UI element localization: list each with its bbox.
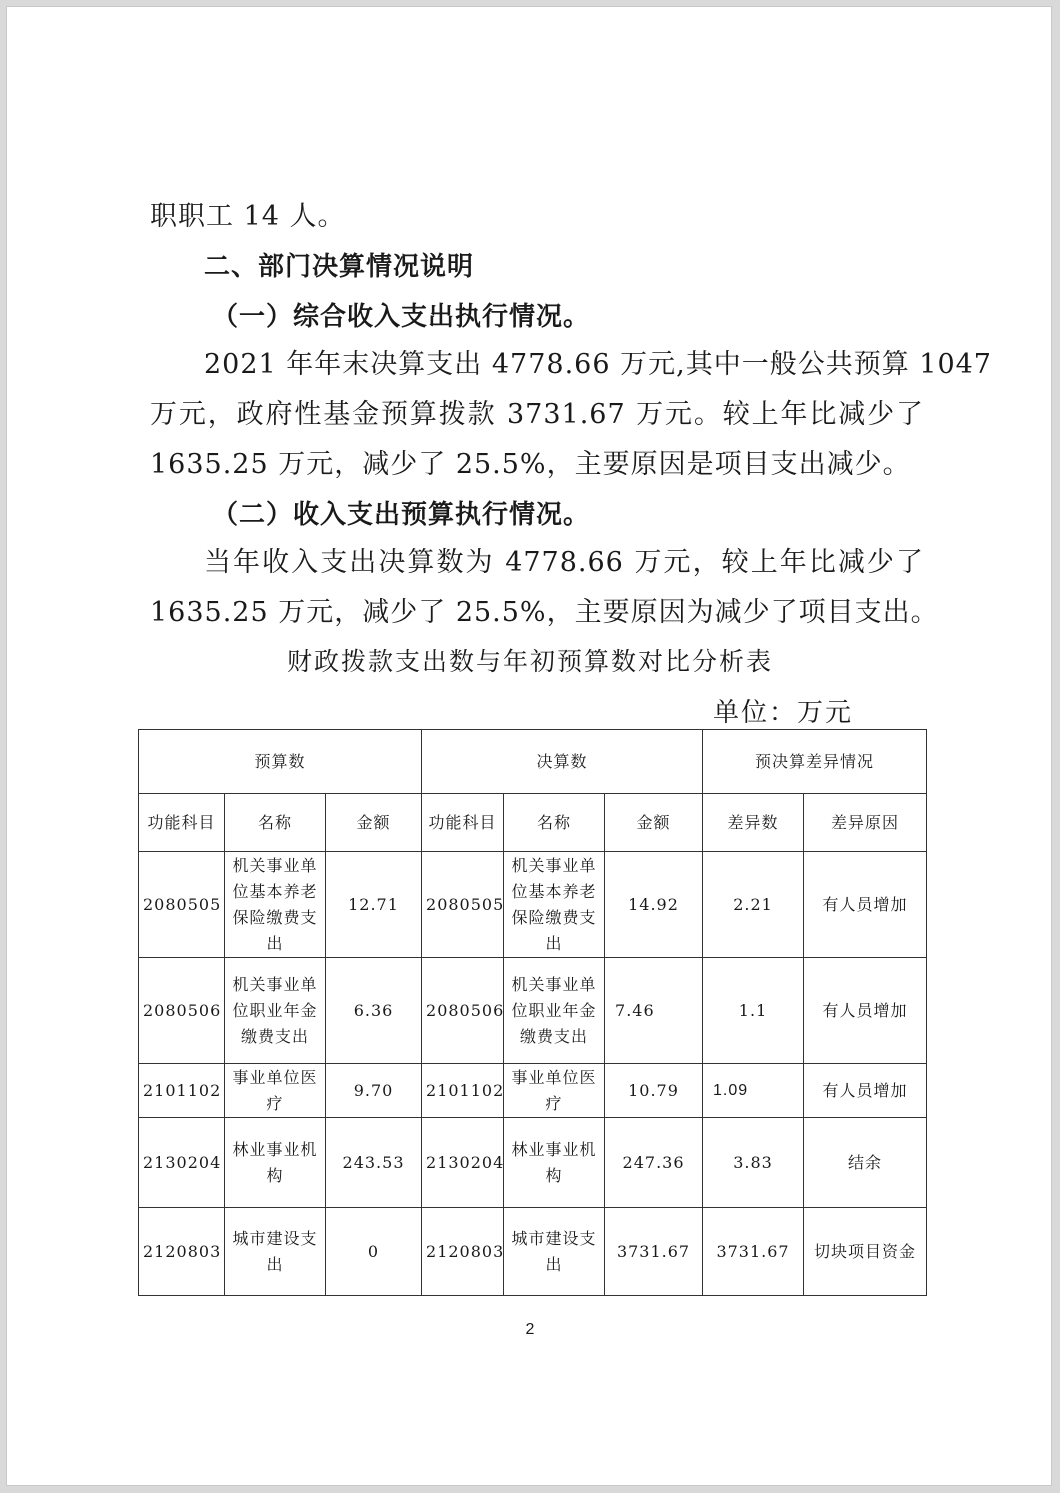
table-cell: 2080505: [139, 852, 225, 958]
paragraph-1-line-3: 1635.25 万元，减少了 25.5%，主要原因是项目支出减少。: [150, 449, 911, 480]
table-cell: 3.83: [703, 1118, 804, 1208]
table-cell: 2120803: [139, 1208, 225, 1296]
col-header: 差异数: [703, 794, 804, 852]
table-cell: 3731.67: [605, 1208, 703, 1296]
table-cell: 2130204: [422, 1118, 504, 1208]
col-header: 功能科目: [139, 794, 225, 852]
table-cell: 城市建设支出: [225, 1208, 326, 1296]
col-header: 名称: [225, 794, 326, 852]
table-unit: 单位：万元: [713, 698, 854, 728]
table-cell: 有人员增加: [804, 1064, 927, 1118]
paragraph-1-line-2: 万元，政府性基金预算拨款 3731.67 万元。较上年比减少了: [150, 399, 924, 430]
table-cell: 切块项目资金: [804, 1208, 927, 1296]
table-cell: 有人员增加: [804, 852, 927, 958]
table-cell: 2080505: [422, 852, 504, 958]
table-cell: 2101102: [422, 1064, 504, 1118]
table-cell: 10.79: [605, 1064, 703, 1118]
table-cell: 有人员增加: [804, 958, 927, 1064]
table-row: [139, 958, 927, 1064]
table-cell: 12.71: [326, 852, 422, 958]
table-cell: 机关事业单位基本养老保险缴费支出: [225, 852, 326, 958]
table-cell: 事业单位医疗: [225, 1064, 326, 1118]
page-number: 2: [525, 1321, 535, 1338]
table-cell: 机关事业单位职业年金缴费支出: [504, 958, 605, 1064]
paragraph-2-line-1: 当年收入支出决算数为 4778.66 万元，较上年比减少了: [204, 547, 924, 578]
table-cell: 1.1: [703, 958, 804, 1064]
table-cell: 1.09: [703, 1064, 804, 1118]
table-cell: 3731.67: [703, 1208, 804, 1296]
table-cell: 247.36: [605, 1118, 703, 1208]
subsection-heading-1: （一）综合收入支出执行情况。: [212, 302, 591, 332]
table-cell: 林业事业机构: [225, 1118, 326, 1208]
table-cell: 结余: [804, 1118, 927, 1208]
group-header-final: 决算数: [422, 730, 703, 794]
table-cell: 2101102: [139, 1064, 225, 1118]
table-row: [139, 1064, 927, 1118]
table-cell: 林业事业机构: [504, 1118, 605, 1208]
col-header: 金额: [605, 794, 703, 852]
table-cell: 0: [326, 1208, 422, 1296]
table-cell: 2.21: [703, 852, 804, 958]
table-row: [139, 1208, 927, 1296]
section-heading: 二、部门决算情况说明: [204, 252, 475, 282]
table-cell: 城市建设支出: [504, 1208, 605, 1296]
table-cell: 2130204: [139, 1118, 225, 1208]
table-cell: 2080506: [422, 958, 504, 1064]
column-header-row: [139, 794, 927, 852]
table-row: [139, 1118, 927, 1208]
text-line-staff: 职职工 14 人。: [150, 201, 346, 232]
col-header: 差异原因: [804, 794, 927, 852]
table-cell: 243.53: [326, 1118, 422, 1208]
table-cell: 机关事业单位职业年金缴费支出: [225, 958, 326, 1064]
group-header-row: [139, 730, 927, 794]
comparison-table: [138, 729, 927, 1296]
col-header: 功能科目: [422, 794, 504, 852]
table-cell: 14.92: [605, 852, 703, 958]
table-cell: 2120803: [422, 1208, 504, 1296]
table-cell: 事业单位医疗: [504, 1064, 605, 1118]
table-cell: 机关事业单位基本养老保险缴费支出: [504, 852, 605, 958]
document-page: [6, 6, 1052, 1486]
table-cell: 7.46: [605, 958, 703, 1064]
table-row: [139, 852, 927, 958]
table-cell: 2080506: [139, 958, 225, 1064]
subsection-heading-2: （二）收入支出预算执行情况。: [212, 500, 591, 530]
table-title: 财政拨款支出数与年初预算数对比分析表: [286, 647, 773, 676]
paragraph-1-line-1: 2021 年年末决算支出 4778.66 万元,其中一般公共预算 1047: [204, 349, 992, 380]
table-cell: 6.36: [326, 958, 422, 1064]
col-header: 名称: [504, 794, 605, 852]
paragraph-2-line-2: 1635.25 万元，减少了 25.5%，主要原因为减少了项目支出。: [150, 597, 939, 628]
table-cell: 9.70: [326, 1064, 422, 1118]
col-header: 金额: [326, 794, 422, 852]
group-header-variance: 预决算差异情况: [703, 730, 927, 794]
group-header-budget: 预算数: [139, 730, 422, 794]
